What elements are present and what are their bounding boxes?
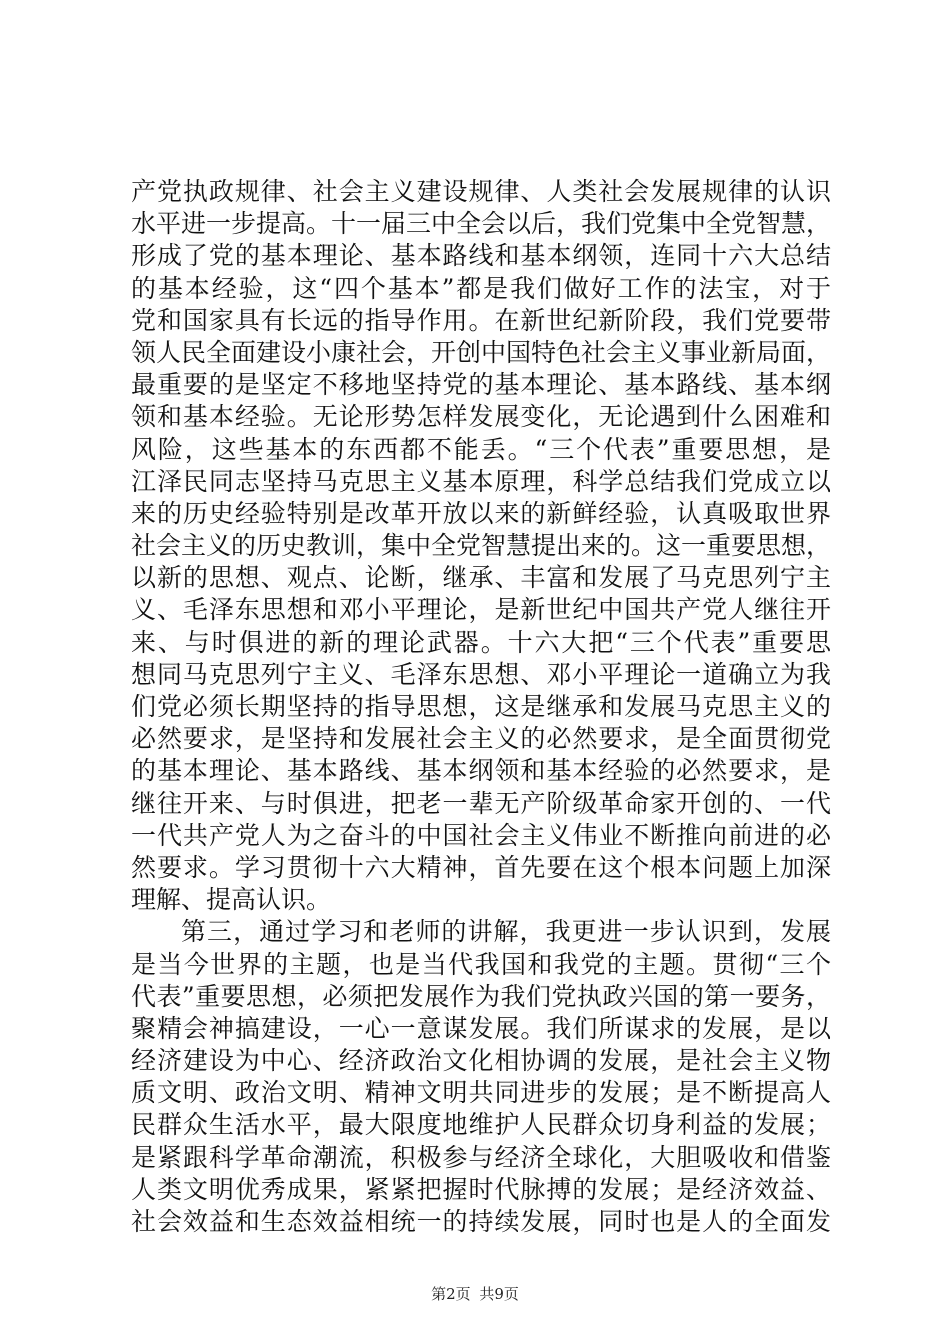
text-line: 最重要的是坚定不移地坚持党的基本理论、基本路线、基本纲 xyxy=(131,370,831,400)
paragraph-first-line: 第三，通过学习和老师的讲解，我更进一步认识到，发展 xyxy=(181,917,831,947)
text-line: 是紧跟科学革命潮流，积极参与经济全球化，大胆吸收和借鉴 xyxy=(131,1142,831,1172)
text-line: 党和国家具有长远的指导作用。在新世纪新阶段，我们党要带 xyxy=(131,305,831,335)
text-line: 理解、提高认识。 xyxy=(131,885,332,915)
text-line: 然要求。学习贯彻十六大精神，首先要在这个根本问题上加深 xyxy=(131,852,831,882)
text-line: 江泽民同志坚持马克思主义基本原理，科学总结我们党成立以 xyxy=(131,466,831,496)
text-line: 风险，这些基本的东西都不能丢。“三个代表”重要思想，是 xyxy=(131,434,831,464)
text-line: 经济建设为中心、经济政治文化相协调的发展，是社会主义物 xyxy=(131,1046,831,1076)
text-line: 领和基本经验。无论形势怎样发展变化，无论遇到什么困难和 xyxy=(131,402,831,432)
text-line: 来的历史经验特别是改革开放以来的新鲜经验，认真吸取世界 xyxy=(131,498,831,528)
text-line: 社会主义的历史教训，集中全党智慧提出来的。这一重要思想， xyxy=(131,531,832,561)
text-line: 是当今世界的主题，也是当代我国和我党的主题。贯彻“三个 xyxy=(131,949,831,979)
text-line: 们党必须长期坚持的指导思想，这是继承和发展马克思主义的 xyxy=(131,692,831,721)
text-line: 来、与时俱进的新的理论武器。十六大把“三个代表”重要思 xyxy=(131,627,831,657)
page-footer xyxy=(0,1284,950,1304)
text-line: 形成了党的基本理论、基本路线和基本纲领，连同十六大总结 xyxy=(131,241,831,271)
page-number: 第2页 xyxy=(431,1285,471,1303)
total-pages: 共9页 xyxy=(479,1285,519,1303)
text-line: 义、毛泽东思想和邓小平理论，是新世纪中国共产党人继往开 xyxy=(131,595,831,625)
text-line: 的基本经验，这“四个基本”都是我们做好工作的法宝，对于 xyxy=(131,273,831,303)
text-line: 民群众生活水平，最大限度地维护人民群众切身利益的发展； xyxy=(131,1110,831,1140)
text-line: 想同马克思列宁主义、毛泽东思想、邓小平理论一道确立为我 xyxy=(131,659,831,689)
text-line: 产党执政规律、社会主义建设规律、人类社会发展规律的认识 xyxy=(131,177,831,206)
text-line: 人类文明优秀成果，紧紧把握时代脉搏的发展；是经济效益、 xyxy=(131,1174,831,1204)
text-line: 继往开来、与时俱进，把老一辈无产阶级革命家开创的、一代 xyxy=(131,788,831,818)
text-line: 领人民全面建设小康社会，开创中国特色社会主义事业新局面， xyxy=(131,337,832,367)
text-line: 以新的思想、观点、论断，继承、丰富和发展了马克思列宁主 xyxy=(131,563,831,593)
text-line: 的基本理论、基本路线、基本纲领和基本经验的必然要求，是 xyxy=(131,756,831,786)
text-line: 代表”重要思想，必须把发展作为我们党执政兴国的第一要务， xyxy=(131,981,831,1011)
text-line: 质文明、政治文明、精神文明共同进步的发展；是不断提高人 xyxy=(131,1078,831,1108)
text-line: 一代共产党人为之奋斗的中国社会主义伟业不断推向前进的必 xyxy=(131,820,831,850)
body-text xyxy=(131,176,831,1238)
text-line: 社会效益和生态效益相统一的持续发展，同时也是人的全面发 xyxy=(131,1207,831,1236)
text-line: 水平进一步提高。十一届三中全会以后，我们党集中全党智慧， xyxy=(131,209,832,239)
text-line: 聚精会神搞建设，一心一意谋发展。我们所谋求的发展，是以 xyxy=(131,1013,831,1043)
text-line: 必然要求，是坚持和发展社会主义的必然要求，是全面贯彻党 xyxy=(131,724,831,754)
